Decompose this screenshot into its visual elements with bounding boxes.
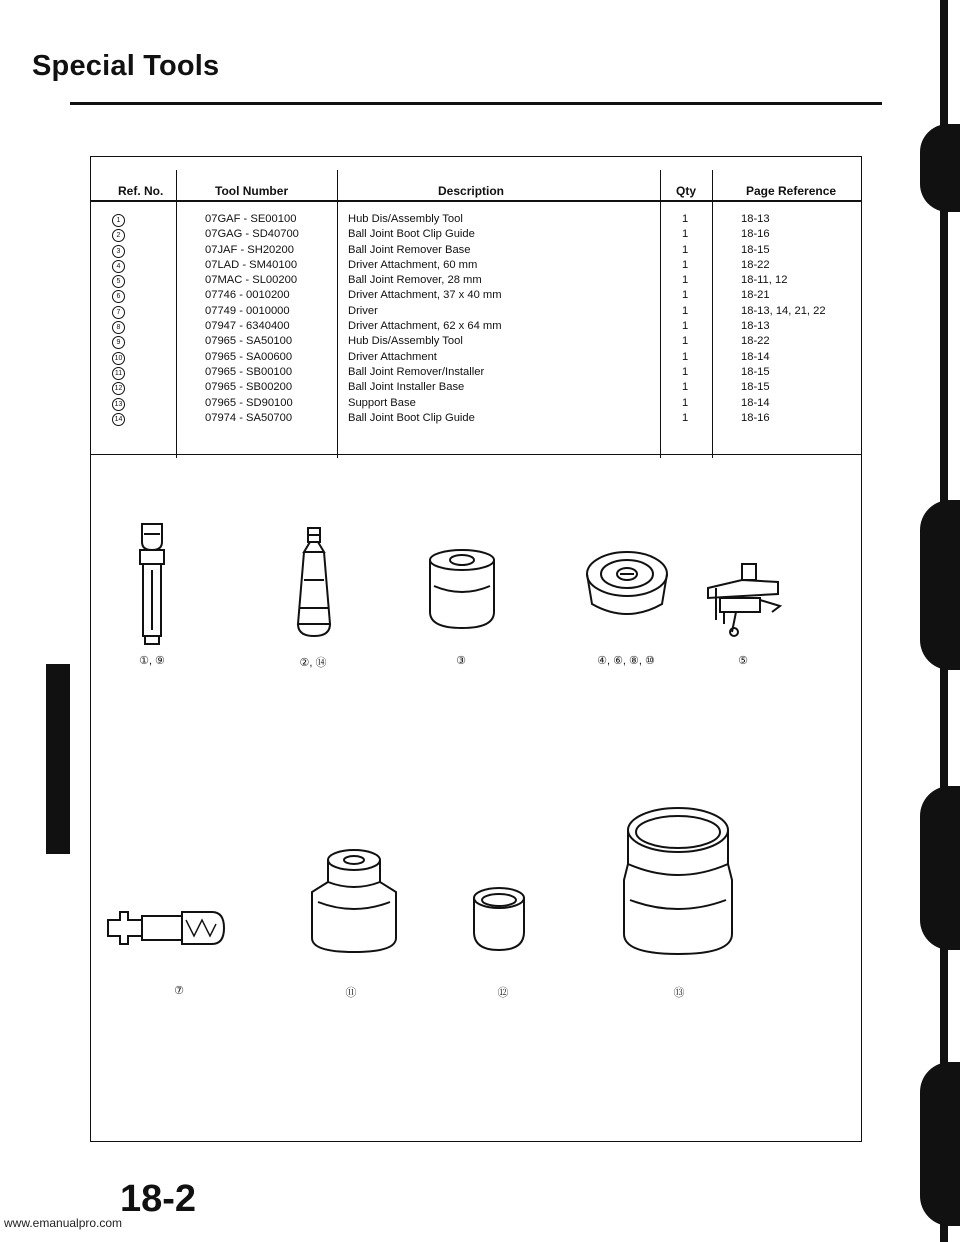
page-reference-cell: 18-22 — [741, 258, 770, 271]
tool-number-cell: 07GAF - SE00100 — [205, 213, 297, 225]
col-separator — [337, 170, 338, 458]
page-reference-cell: 18-22 — [741, 335, 770, 348]
figure-caption: ⑫ — [497, 987, 509, 999]
section-index-mark — [46, 664, 70, 854]
tab-mark — [920, 786, 960, 950]
driver-illustration — [104, 906, 228, 952]
header-qty: Qty — [676, 184, 697, 198]
page-reference-cell: 18-16 — [741, 411, 770, 424]
ref-number: 12 — [112, 382, 125, 395]
description-cell: Driver Attachment, 62 x 64 mm — [348, 320, 502, 333]
ref-number: 9 — [112, 336, 125, 349]
tool-number-cell: 07MAC - SL00200 — [205, 274, 298, 287]
figure-caption: ④, ⑥, ⑧, ⑩ — [597, 655, 655, 667]
page-reference-cell: 18-16 — [741, 228, 770, 241]
tool-number-cell: 07GAG - SD40700 — [205, 228, 299, 241]
page-title: Special Tools — [32, 50, 220, 82]
qty-cell: 1 — [682, 228, 689, 241]
description-cell: Ball Joint Remover Base — [348, 243, 471, 256]
header-rule — [90, 200, 862, 202]
page-reference-column — [741, 212, 826, 426]
ref-number: 11 — [112, 367, 125, 380]
description-column — [348, 212, 502, 426]
description-cell: Ball Joint Installer Base — [348, 381, 465, 394]
figure-caption: ②, ⑭ — [299, 657, 327, 669]
description-cell: Ball Joint Boot Clip Guide — [348, 228, 475, 241]
page-reference-cell: 18-15 — [741, 365, 770, 378]
tool-number-cell: 07746 - 0010200 — [205, 289, 290, 302]
ref-number: 8 — [112, 321, 125, 334]
remover-base-illustration — [426, 546, 498, 632]
page-reference-cell: 18-15 — [741, 243, 770, 256]
title-rule — [70, 102, 882, 105]
figure-caption: ⑦ — [174, 985, 184, 997]
page-reference-cell: 18-21 — [741, 289, 770, 302]
ref-number: 1 — [112, 214, 125, 227]
tab-mark — [920, 1062, 960, 1226]
col-separator — [712, 170, 713, 458]
description-cell: Ball Joint Remover/Installer — [348, 365, 485, 378]
description-cell: Hub Dis/Assembly Tool — [348, 213, 463, 225]
page-reference-cell: 18-13 — [741, 213, 770, 225]
ref-number: 10 — [112, 352, 125, 365]
figure-caption: ⑤ — [738, 655, 748, 667]
header-ref-no: Ref. No. — [118, 184, 164, 198]
ref-number: 2 — [112, 229, 125, 242]
figure-caption: ③ — [456, 655, 466, 667]
qty-cell: 1 — [682, 335, 689, 348]
installer-base-illustration — [470, 884, 528, 954]
page-number: 18-2 — [120, 1178, 197, 1220]
description-cell: Ball Joint Remover, 28 mm — [348, 274, 482, 287]
tool-number-cell: 07JAF - SH20200 — [205, 243, 294, 256]
ref-number: 13 — [112, 398, 125, 411]
figure-caption: ⑪ — [345, 987, 357, 999]
col-separator — [176, 170, 177, 458]
ref-number: 5 — [112, 275, 125, 288]
qty-cell: 1 — [682, 396, 689, 409]
page-reference-cell: 18-15 — [741, 381, 770, 394]
figure-caption: ①, ⑨ — [139, 655, 165, 667]
tool-number-cell: 07974 - SA50700 — [205, 411, 293, 424]
tool-number-cell: 07965 - SB00200 — [205, 381, 293, 394]
tab-mark — [920, 500, 960, 670]
tool-number-cell: 07965 - SD90100 — [205, 396, 293, 409]
ball-joint-remover-installer-illustration — [306, 842, 402, 956]
qty-cell: 1 — [682, 258, 689, 271]
qty-cell: 1 — [682, 304, 689, 317]
description-cell: Driver Attachment — [348, 350, 437, 363]
page-reference-cell: 18-13 — [741, 320, 770, 333]
watermark-url: www.emanualpro.com — [4, 1216, 123, 1230]
qty-cell: 1 — [682, 411, 689, 424]
tool-number-cell: 07965 - SA50100 — [205, 335, 293, 348]
page-reference-cell: 18-14 — [741, 350, 770, 363]
tool-number-cell: 07LAD - SM40100 — [205, 258, 298, 271]
header-description: Description — [438, 184, 505, 198]
qty-cell: 1 — [682, 350, 689, 363]
description-cell: Support Base — [348, 396, 416, 409]
qty-cell: 1 — [682, 365, 689, 378]
ref-number: 3 — [112, 245, 125, 258]
description-cell: Hub Dis/Assembly Tool — [348, 335, 463, 348]
col-separator — [660, 170, 661, 458]
support-base-illustration — [620, 804, 736, 958]
ref-number: 14 — [112, 413, 125, 426]
description-cell: Driver Attachment, 60 mm — [348, 258, 478, 271]
ball-joint-remover-illustration — [702, 560, 784, 638]
hub-tool-illustration — [130, 520, 174, 648]
header-page-reference: Page Reference — [746, 184, 837, 198]
page-reference-cell: 18-14 — [741, 396, 770, 409]
table-bottom-rule — [90, 454, 862, 455]
tool-number-cell: 07749 - 0010000 — [205, 304, 290, 317]
boot-clip-guide-illustration — [290, 524, 338, 642]
description-cell: Ball Joint Boot Clip Guide — [348, 411, 475, 424]
tool-number-cell: 07965 - SA00600 — [205, 350, 293, 363]
tab-mark — [920, 124, 960, 212]
qty-cell: 1 — [682, 274, 689, 287]
qty-cell: 1 — [682, 381, 689, 394]
figure-caption: ⑬ — [673, 987, 685, 999]
description-cell: Driver Attachment, 37 x 40 mm — [348, 289, 502, 302]
tool-number-cell: 07947 - 6340400 — [205, 320, 290, 333]
driver-attachment-illustration — [582, 548, 672, 628]
ref-number: 6 — [112, 290, 125, 303]
ref-column — [112, 212, 125, 426]
ref-number: 4 — [112, 260, 125, 273]
tool-number-column — [205, 212, 299, 426]
page-reference-cell: 18-13, 14, 21, 22 — [741, 304, 826, 317]
qty-cell: 1 — [682, 320, 689, 333]
page-reference-cell: 18-11, 12 — [741, 274, 788, 287]
header-tool-number: Tool Number — [215, 184, 289, 198]
qty-cell: 1 — [682, 213, 689, 225]
qty-column — [682, 212, 688, 426]
tool-number-cell: 07965 - SB00100 — [205, 365, 293, 378]
qty-cell: 1 — [682, 243, 689, 256]
qty-cell: 1 — [682, 289, 689, 302]
description-cell: Driver — [348, 304, 378, 317]
ref-number: 7 — [112, 306, 125, 319]
